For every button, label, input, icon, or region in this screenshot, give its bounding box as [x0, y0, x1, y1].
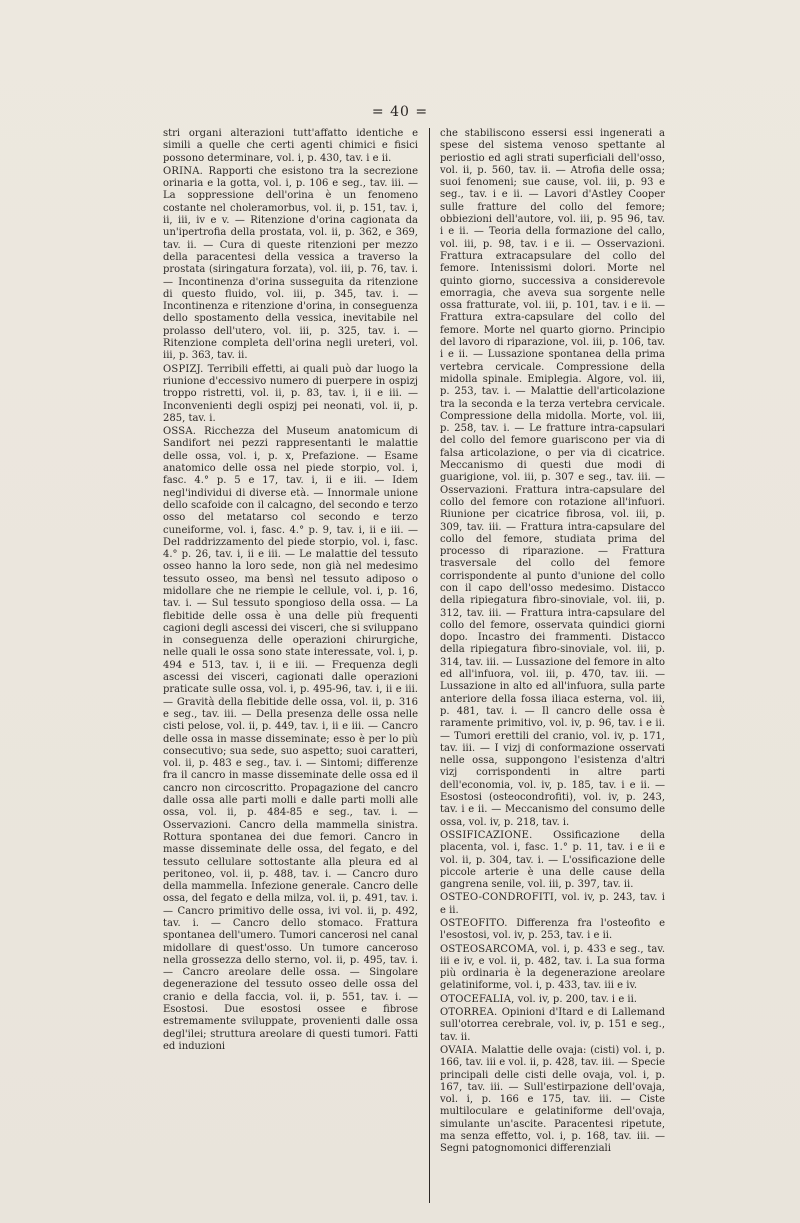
index-entry-otocefalia: [440, 994, 665, 1006]
entry-term: OSTEOSARCOMA,: [440, 943, 538, 955]
entry-text: Opinioni d'Itard e di Lallemand sull'otorrea cerebrale, vol. iv, p. 151 e seg., tav. ii.: [440, 1007, 665, 1043]
entry-term: OSSIFICAZIONE.: [440, 829, 533, 841]
index-entry-ossa: [163, 426, 418, 1053]
column-divider: [429, 128, 430, 1203]
continued-paragraph: stri organi alterazioni tutt'affatto identiche e simili a quelle che certi agenti chimici e fisici possono determinare, vol. i, p. 430, tav. i e ii.: [163, 128, 418, 164]
entry-term: OSSA.: [163, 426, 197, 438]
entry-text: Terribili effetti, ai quali può dar luogo la riunione d'eccessivo numero di puerpere in ospizj troppo ristretti, vol. ii, p. 83, tav. i, ii e iii. — Inconvenienti degli ospizj pei neonati, vol. ii, p. 285, tav. i.: [163, 363, 418, 424]
entry-term: ORINA.: [163, 165, 204, 177]
index-entry-osteo-condrofiti: [440, 892, 665, 917]
left-text-column: [163, 128, 418, 1208]
entry-term: OSPIZJ.: [163, 363, 204, 375]
entry-term: OTORREA.: [440, 1007, 498, 1019]
index-entry-osteofito: [440, 918, 665, 943]
page-number-header: = 40 =: [371, 104, 429, 120]
entry-text: Rapporti che esistono tra la secrezione orinaria e la gotta, vol. i, p. 106 e seg., tav. iii. — La soppressione dell'orina è un fenomeno costante nel choleramorbus, vol. ii, p. 151, tav. i, ii, iii, iv e v. — Ritenzione d'orina cagionata da un'ipertrofia della prostata, vol. ii, p. 362, e 369, tav. ii. — Cura di queste ritenzioni per mezzo della paracentesi della vessica a traverso la prostata (siringatura forzata), vol. iii, p. 76, tav. i. — Incontinenza d'orina susseguita da ritenzione di questo fluido, vol. iii, p. 345, tav. i. — Incontinenza e ritenzione d'orina, in conseguenza dello spostamento della vessica, inevitabile nel prolasso dell'utero, vol. iii, p. 325, tav. i. — Ritenzione completa dell'orina negli ureteri, vol. iii, p. 363, tav. ii.: [163, 165, 418, 362]
entry-term: OVAIA.: [440, 1044, 478, 1056]
entry-text: Ossificazione della placenta, vol. i, fasc. 1.° p. 11, tav. i e ii e vol. ii, p. 304, tav. i. — L'ossificazione delle piccole arterie è una delle cause della gangrena senile, vol. iii, p. 397, tav. ii.: [440, 829, 665, 891]
index-entry-ospizj: [163, 364, 418, 425]
entry-text: vol. iv, p. 200, tav. i e ii.: [517, 993, 637, 1005]
index-entry-osteosarcoma: [440, 944, 665, 993]
entry-text: vol. iv, p. 243, tav. i e ii.: [440, 892, 665, 916]
entry-text: Malattie delle ovaja: (cisti) vol. i, p. 166, tav. iii e vol. ii, p. 428, tav. iii. — Specie principali delle cisti delle ovaja, vol. i, p. 167, tav. iii. — Sull'estirpazione dell'ovaja, vol. i, p. 166 e 175, tav. iii. — Ciste multiloculare e gelatiniforme dell'ovaja, simulante un'ascite. Paracentesi ripetute, ma senza effetto, vol. i, p. 168, tav. iii. — Segni patognomonici differenziali: [440, 1044, 665, 1155]
index-entry-otorrea: [440, 1007, 665, 1044]
entry-text: vol. i, p. 433 e seg., tav. iii e iv, e vol. ii, p. 482, tav. i. La sua forma più ordinaria è la degenerazione areolare gelatiniforme, vol. i, p. 433, tav. iii e iv.: [440, 943, 665, 992]
entry-text: Ricchezza del Museum anatomicum di Sandifort nei pezzi rappresentanti le malattie delle ossa, vol. i, p. x, Prefazione. — Esame anatomico delle ossa nel piede storpio, vol. i, fasc. 4.° p. 5 e 17, tav. i, ii e iii. — Idem negl'individui di diverse età. — Innormale unione dello scafoide con il calcagno, del secondo e terzo osso del metatarso col secondo e terzo cuneiforme, vol. i, fasc. 4.° p. 9, tav. i, ii e iii. — Del raddrizzamento del piede storpio, vol. i, fasc. 4.° p. 26, tav. i, ii e iii. — Le malattie del tessuto osseo hanno la loro sede, non già nel medesimo tessuto osseo, ma bensì nel tessuto adiposo o midollare che ne riempie le cellule, vol. i, p. 16, tav. i. — Sul tessuto spongioso della ossa. — La flebitide delle ossa è una delle più frequenti cagioni degli ascessi dei visceri, che si sviluppano in conseguenza delle operazioni chirurgiche, nelle quali le ossa sono state interessate, vol. i, p. 494 e 513, tav. i, ii e iii. — Frequenza degli ascessi dei visceri, cagionati dalle operazioni praticate sulle ossa, vol. i, p. 495-96, tav. i, ii e iii. — Gravità della flebitide delle ossa, vol. ii, p. 316 e seg., tav. iii. — Della presenza delle ossa nelle cisti pelose, vol. ii, p. 449, tav. i, ii e iii. — Cancro delle ossa in masse disseminate; esso è per lo più consecutivo; sua sede, suo aspetto; suoi caratteri, vol. ii, p. 483 e seg., tav. i. — Sintomi; differenze fra il cancro in masse disseminate delle ossa ed il cancro non circoscritto. Propagazione del cancro dalle ossa alle parti molli e dalle parti molli alle ossa, vol. ii, p. 484-85 e seg., tav. i. — Osservazioni. Cancro della mammella sinistra. Rottura spontanea dei due femori. Cancro in masse disseminate delle ossa, del fegato, e del tessuto cellulare sottostante alla pleura ed al peritoneo, vol. ii, p. 488, tav. i. — Cancro duro della mammella. Infezione generale. Cancro delle ossa, del fegato e della milza, vol. ii, p. 491, tav. i. — Cancro primitivo delle ossa, ivi vol. ii, p. 492, tav. i. — Cancro dello stomaco. Frattura spontanea dell'umero. Tumori cancerosi nel canal midollare di quest'osso. Un tumore canceroso nella grossezza dello sterno, vol. ii, p. 495, tav. i. — Cancro areolare delle ossa. — Singolare degenerazione del tessuto osseo delle ossa del cranio e della faccia, vol. ii, p. 551, tav. i. — Esostosi. Due esostosi ossee e fibrose estremamente sviluppate, provenienti dalle ossa degl'ilei; struttura areolare di questi tumori. Fatti ed induzioni: [163, 426, 418, 1052]
entry-term: OSTEOFITO.: [440, 918, 508, 929]
index-entry-orina: [163, 166, 418, 363]
continued-paragraph: che stabiliscono essersi essi ingenerati a spese del sistema venoso spettante al periostio ed agli strati superficiali dell'osso, vol. ii, p. 560, tav. ii. — Atrofia delle ossa; suoi fenomeni; sue cause, vol. iii, p. 93 e seg., tav. i e ii. — Lavori d'Astley Cooper sulle fratture del collo del femore; obbiezioni dell'autore, vol. iii, p. 95 96, tav. i e ii. — Teoria della formazione del callo, vol. iii, p. 98, tav. i e ii. — Osservazioni. Frattura extracapsulare del collo del femore. Intenissismi dolori. Morte nel quinto giorno, successiva a considerevole emorragia, che aveva sua sorgente nelle ossa fratturate, vol. iii, p. 101, tav. i e ii. — Frattura extra-capsulare del collo del femore. Morte nel quarto giorno. Principio del lavoro di riparazione, vol. iii, p. 106, tav. i e ii. — Lussazione spontanea della prima vertebra cervicale. Compressione della midolla spinale. Emiplegia. Algore, vol. iii, p. 253, tav. i. — Malattie dell'articolazione tra la seconda e la terza vertebra cervicale. Compressione della midolla. Morte, vol. iii, p. 258, tav. i. — Le fratture intra-capsulari del collo del femore guariscono per via di falsa articolazione, o per via di cicatrice. Meccanismo di questi due modi di guarigione, vol. iii, p. 307 e seg., tav. iii. — Osservazioni. Frattura intra-capsulare del collo del femore con rotazione all'infuori. Riunione per cicatrice fibrosa, vol. iii, p. 309, tav. iii. — Frattura intra-capsulare del collo del femore, studiata prima del processo di riparazione. — Frattura trasversale del collo del femore corrispondente al punto d'unione del collo con il capo dell'osso medesimo. Distacco della ripiegatura fibro-sinoviale, vol. iii, p. 312, tav. iii. — Frattura intra-capsulare del collo del femore, osservata quindici giorni dopo. Incastro dei frammenti. Distacco della ripiegatura fibro-sinoviale, vol. iii, p. 314, tav. iii. — Lussazione del femore in alto ed all'infuora, vol. iii, p. 470, tav. iii. — Lussazione in alto ed all'infuora, sulla parte anteriore della fossa iliaca esterna, vol. iii, p. 481, tav. i. — Il cancro delle ossa è raramente primitivo, vol. iv, p. 96, tav. i e ii. — Tumori erettili del cranio, vol. iv, p. 171, tav. iii. — I vizj di conformazione osservati nelle ossa, suppongono l'esistenza d'altri vizj corrispondenti in altre parti dell'economia, vol. iv, p. 185, tav. i e ii. — Esostosi (osteocondrofiti), vol. iv, p. 243, tav. i e ii. — Meccanismo del consumo delle ossa, vol. iv, p. 218, tav. i.: [440, 128, 665, 828]
entry-term: OSTEO-CONDROFITI,: [440, 892, 558, 904]
right-text-column: [440, 128, 665, 1208]
index-entry-ovaia: [440, 1045, 665, 1156]
entry-text: Differenza fra l'osteofito e l'esostosi, vol. iv, p. 253, tav. i e ii.: [440, 918, 665, 942]
index-entry-ossificazione: [440, 830, 665, 891]
entry-term: OTOCEFALIA,: [440, 993, 515, 1005]
